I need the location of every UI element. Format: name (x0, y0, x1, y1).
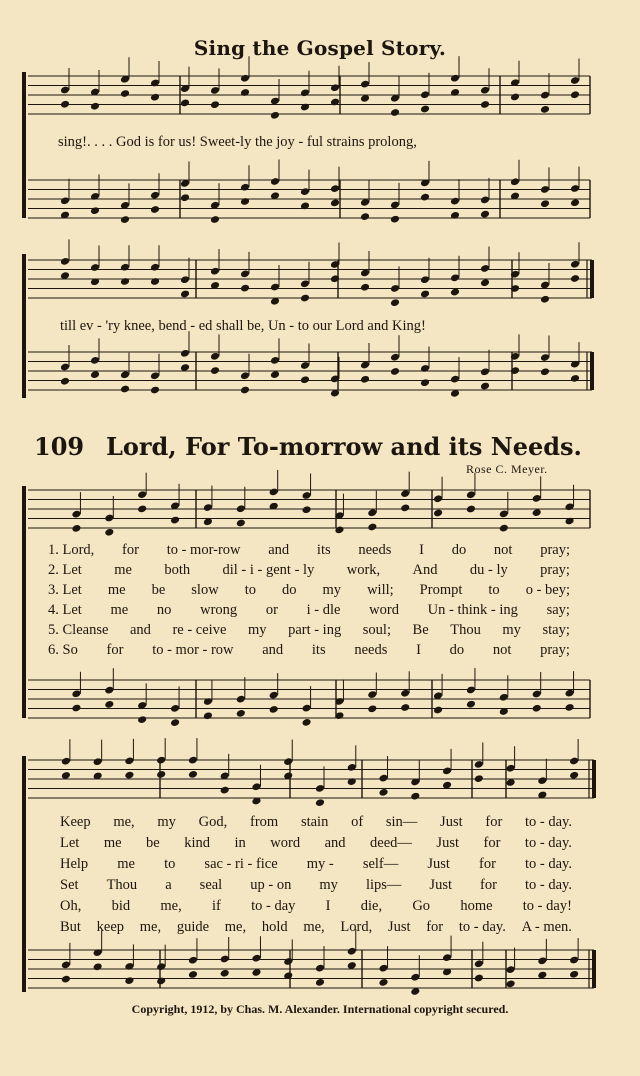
lyric-word: 5. Cleanse (48, 622, 109, 638)
final-barline-thick (590, 260, 594, 298)
verse-line (48, 642, 570, 659)
lyric-word: self— (362, 856, 399, 872)
lyric-word: me, (303, 919, 325, 935)
lyric-word: me, (224, 919, 247, 935)
lyric-word: hold (261, 919, 288, 935)
verse-line (48, 602, 570, 619)
lyric-word: word (369, 602, 399, 618)
note-head (137, 715, 147, 724)
note-head (300, 103, 310, 112)
note-head (180, 193, 190, 202)
lyric-word: to - day (251, 898, 296, 914)
lyric-word: 1. Lord, (48, 542, 95, 558)
lyric-word: my - (306, 856, 334, 872)
note-head (300, 375, 310, 384)
note-head (180, 289, 190, 298)
note-head (420, 378, 430, 387)
note-head (570, 90, 580, 99)
note-head (400, 503, 410, 512)
lyric-word: to - day. (525, 814, 572, 830)
note-head (565, 517, 575, 526)
lyric-word: from (250, 814, 279, 830)
note-head (570, 274, 580, 283)
lyric-word: for (426, 919, 444, 935)
lyric-word: sac - ri - fice (204, 856, 278, 872)
lyric-word: my (247, 622, 267, 638)
note-head (390, 298, 400, 307)
lyric-word: 3. Let (48, 582, 82, 598)
lyric-word: 2. Let (48, 562, 82, 578)
verse-line (60, 814, 572, 831)
lyric-word: no (156, 602, 172, 618)
note-head (390, 108, 400, 117)
note-head (420, 193, 430, 202)
lyric-word: Lord, (340, 919, 373, 935)
note-head (124, 976, 134, 985)
lyric-word: stay; (542, 622, 570, 638)
note-head (540, 367, 550, 376)
note-head (236, 519, 246, 528)
verse-line (48, 582, 570, 599)
lyric-word: wrong (200, 602, 238, 618)
note-head (236, 709, 246, 718)
note-head (210, 366, 220, 375)
lyric-word: keep (96, 919, 125, 935)
lyric-word: to - mor-row (166, 542, 241, 558)
note-head (170, 516, 180, 525)
note-head (60, 100, 70, 109)
lyric-word: needs (354, 642, 388, 658)
lyric-word: slow (191, 582, 219, 598)
note-head (156, 770, 166, 779)
lyric-word: pray; (540, 562, 570, 578)
lyric-word: And (412, 562, 438, 578)
lyric-word: i - dle (306, 602, 341, 618)
note-head (188, 970, 198, 979)
lyric-word: be (146, 835, 160, 851)
lyric-word: word (270, 835, 301, 851)
note-head (71, 524, 81, 533)
note-head (120, 89, 130, 98)
lyric-word: me, (113, 814, 135, 830)
lyric-word: seal (199, 877, 223, 893)
lyric-word: my (157, 814, 176, 830)
lyric-word: say; (546, 602, 570, 618)
note-head (315, 798, 325, 807)
lyric-word: do (451, 542, 467, 558)
hymn-title: Lord, For To-morrow and its Needs. (106, 432, 582, 461)
lyric-word: to (244, 582, 256, 598)
system-bracket (22, 254, 26, 398)
note-head (466, 505, 476, 514)
lyric-word: me (117, 856, 135, 872)
lyric-word: and (262, 642, 284, 658)
lyric-word: I (416, 642, 421, 658)
note-head (466, 700, 476, 709)
note-head (90, 102, 100, 111)
lyric-word: Just (387, 919, 411, 935)
note-head (71, 704, 81, 713)
lyric-word: die, (360, 898, 383, 914)
lyric-word: for (483, 835, 501, 851)
note-head (360, 375, 370, 384)
lyric-word: Thou (106, 877, 138, 893)
lyric-word: Prompt (419, 582, 463, 598)
note-head (367, 523, 377, 532)
note-head (210, 215, 220, 224)
note-head (60, 377, 70, 386)
top-lyrics-row1: sing!. . . . God is for us! Sweet-ly the joy - ful strains prolong, (58, 134, 417, 150)
note-head (565, 703, 575, 712)
note-head (90, 206, 100, 215)
lyric-word: to - day. (524, 877, 572, 893)
lyric-word: not (493, 542, 513, 558)
note-head (61, 975, 71, 984)
lyric-word: to - day. (524, 835, 572, 851)
lyric-word: and (268, 542, 290, 558)
lyric-word: to - day! (522, 898, 572, 914)
lyric-word: A - men. (521, 919, 572, 935)
lyric-word: to (164, 856, 176, 872)
note-head (540, 199, 550, 208)
note-head (540, 295, 550, 304)
note-head (420, 289, 430, 298)
lyric-word: or (265, 602, 278, 618)
note-head (150, 93, 160, 102)
final-barline-thick (592, 760, 596, 798)
lyric-word: for (479, 856, 496, 872)
verse-line (48, 622, 570, 639)
lyric-word: soul; (362, 622, 391, 638)
lyric-word: me (103, 835, 122, 851)
note-head (400, 703, 410, 712)
verse-line (60, 856, 572, 873)
lyric-word: I (419, 542, 424, 558)
note-head (433, 509, 443, 518)
lyric-word: part - ing (288, 622, 342, 638)
lyric-word: Let (60, 835, 80, 851)
note-head (420, 105, 430, 114)
lyric-word: to (488, 582, 500, 598)
note-head (270, 111, 280, 120)
lyric-word: deed— (370, 835, 412, 851)
lyric-word: Help (60, 856, 89, 872)
note-head (120, 385, 130, 394)
note-head (330, 198, 340, 207)
lyric-word: 6. So (48, 642, 78, 658)
lyric-word: for (480, 877, 497, 893)
note-head (390, 367, 400, 376)
note-head (570, 198, 580, 207)
lyric-word: my (319, 877, 338, 893)
note-head (480, 278, 490, 287)
note-head (150, 386, 160, 395)
lyric-word: stain (300, 814, 329, 830)
note-head (480, 100, 490, 109)
lyric-word: not (492, 642, 512, 658)
top-lyrics-row2: till ev - 'ry knee, bend - ed shall be, Un - to our Lord and King! (60, 318, 426, 334)
lyric-word: Keep (60, 814, 91, 830)
system-bracket (22, 72, 26, 218)
lyric-word: 4. Let (48, 602, 82, 618)
hymn-author: Rose C. Meyer. (466, 462, 548, 476)
note-head (474, 974, 484, 983)
lyric-word: Un - think - ing (427, 602, 518, 618)
system-bracket (22, 756, 26, 992)
note-head (203, 711, 213, 720)
lyric-word: Be (412, 622, 429, 638)
note-head (480, 210, 490, 219)
verse-line (60, 877, 572, 894)
verse-line (48, 542, 570, 559)
lyric-word: to - day. (525, 856, 572, 872)
note-head (499, 524, 509, 533)
lyric-word: do (282, 582, 297, 598)
top-hymn-title: Sing the Gospel Story. (193, 36, 447, 60)
lyric-word: its (316, 542, 331, 558)
lyric-word: Just (429, 877, 452, 893)
lyric-word: if (211, 898, 221, 914)
note-head (367, 704, 377, 713)
note-head (433, 706, 443, 715)
note-head (240, 197, 250, 206)
verse-line (48, 562, 570, 579)
lyric-word: re - ceive (172, 622, 227, 638)
lyric-word: and (324, 835, 346, 851)
lyric-word: for (106, 642, 124, 658)
lyric-word: both (164, 562, 191, 578)
note-head (240, 284, 250, 293)
note-head (150, 205, 160, 214)
note-head (120, 215, 130, 224)
note-head (330, 98, 340, 107)
lyric-word: to - day. (458, 919, 506, 935)
lyric-word: in (234, 835, 246, 851)
note-head (569, 970, 579, 979)
note-head (532, 704, 542, 713)
copyright-notice: Copyright, 1912, by Chas. M. Alexander. International copyright secured. (131, 1002, 509, 1016)
lyric-word: for (122, 542, 139, 558)
system-bracket (22, 486, 26, 718)
lyric-word: home (460, 898, 493, 914)
note-head (410, 792, 420, 801)
note-head (104, 700, 114, 709)
final-barline-thick (592, 950, 596, 988)
lyric-word: do (449, 642, 465, 658)
lyric-word: o - bey; (525, 582, 570, 598)
note-head (240, 386, 250, 395)
lyric-word: du - ly (469, 562, 508, 578)
lyric-word: Just (440, 814, 463, 830)
note-head (506, 979, 516, 988)
lyric-word: needs (358, 542, 392, 558)
note-head (378, 978, 388, 987)
lyric-word: work, (346, 562, 381, 578)
note-head (137, 504, 147, 513)
note-head (120, 277, 130, 286)
final-barline-thick (590, 352, 594, 390)
lyric-word: bid (111, 898, 131, 914)
verse-line (60, 898, 572, 915)
note-head (360, 283, 370, 292)
note-head (210, 100, 220, 109)
lyric-word: my (322, 582, 342, 598)
lyric-word: God, (198, 814, 228, 830)
lyric-word: Set (60, 877, 79, 893)
note-head (180, 98, 190, 107)
note-head (188, 770, 198, 779)
note-head (156, 977, 166, 986)
note-head (220, 786, 230, 795)
note-head (378, 788, 388, 797)
lyric-word: Just (436, 835, 459, 851)
lyric-word: me, (139, 919, 162, 935)
hymn-heading (34, 432, 582, 461)
lyric-word: Oh, (60, 898, 82, 914)
lyric-word: dil - i - gent - ly (222, 562, 315, 578)
lyric-word: of (351, 814, 364, 830)
note-head (390, 215, 400, 224)
lyric-word: for (485, 814, 503, 830)
note-head (315, 978, 325, 987)
lyric-word: lips— (365, 877, 402, 893)
lyric-word: be (151, 582, 166, 598)
note-head (569, 771, 579, 780)
verse-line (60, 835, 572, 852)
lyric-word: to - mor - row (152, 642, 234, 658)
note-head (510, 93, 520, 102)
lyric-word: Go (412, 898, 431, 914)
lyric-word: me, (160, 898, 182, 914)
note-head (480, 382, 490, 391)
lyric-word: up - on (250, 877, 292, 893)
note-head (300, 294, 310, 303)
hymn-number: 109 (34, 432, 85, 461)
note-head (220, 969, 230, 978)
note-head (104, 528, 114, 537)
verse-line (60, 919, 572, 936)
lyric-word: will; (367, 582, 394, 598)
lyric-word: me (107, 582, 126, 598)
note-head (302, 718, 312, 727)
lyric-word: pray; (540, 642, 570, 658)
lyric-word: Thou (450, 622, 481, 638)
note-head (540, 105, 550, 114)
note-head (570, 374, 580, 383)
lyric-word: its (311, 642, 326, 658)
note-head (124, 771, 134, 780)
lyric-word: guide (176, 919, 210, 935)
lyric-word: sin— (385, 814, 418, 830)
note-head (240, 88, 250, 97)
lyric-word: I (325, 898, 331, 914)
note-head (474, 774, 484, 783)
lyric-word: kind (184, 835, 211, 851)
note-head (150, 277, 160, 286)
note-head (170, 718, 180, 727)
lyric-word: But (60, 919, 81, 935)
note-head (93, 962, 103, 971)
lyric-word: Just (427, 856, 450, 872)
lyric-word: my (502, 622, 521, 638)
lyric-word: pray; (540, 542, 570, 558)
lyric-word: and (129, 622, 151, 638)
lyric-word: me (110, 602, 129, 618)
lyric-word: a (165, 877, 172, 893)
lyric-word: me (114, 562, 132, 578)
note-head (269, 705, 279, 714)
note-head (360, 212, 370, 221)
note-head (302, 505, 312, 514)
